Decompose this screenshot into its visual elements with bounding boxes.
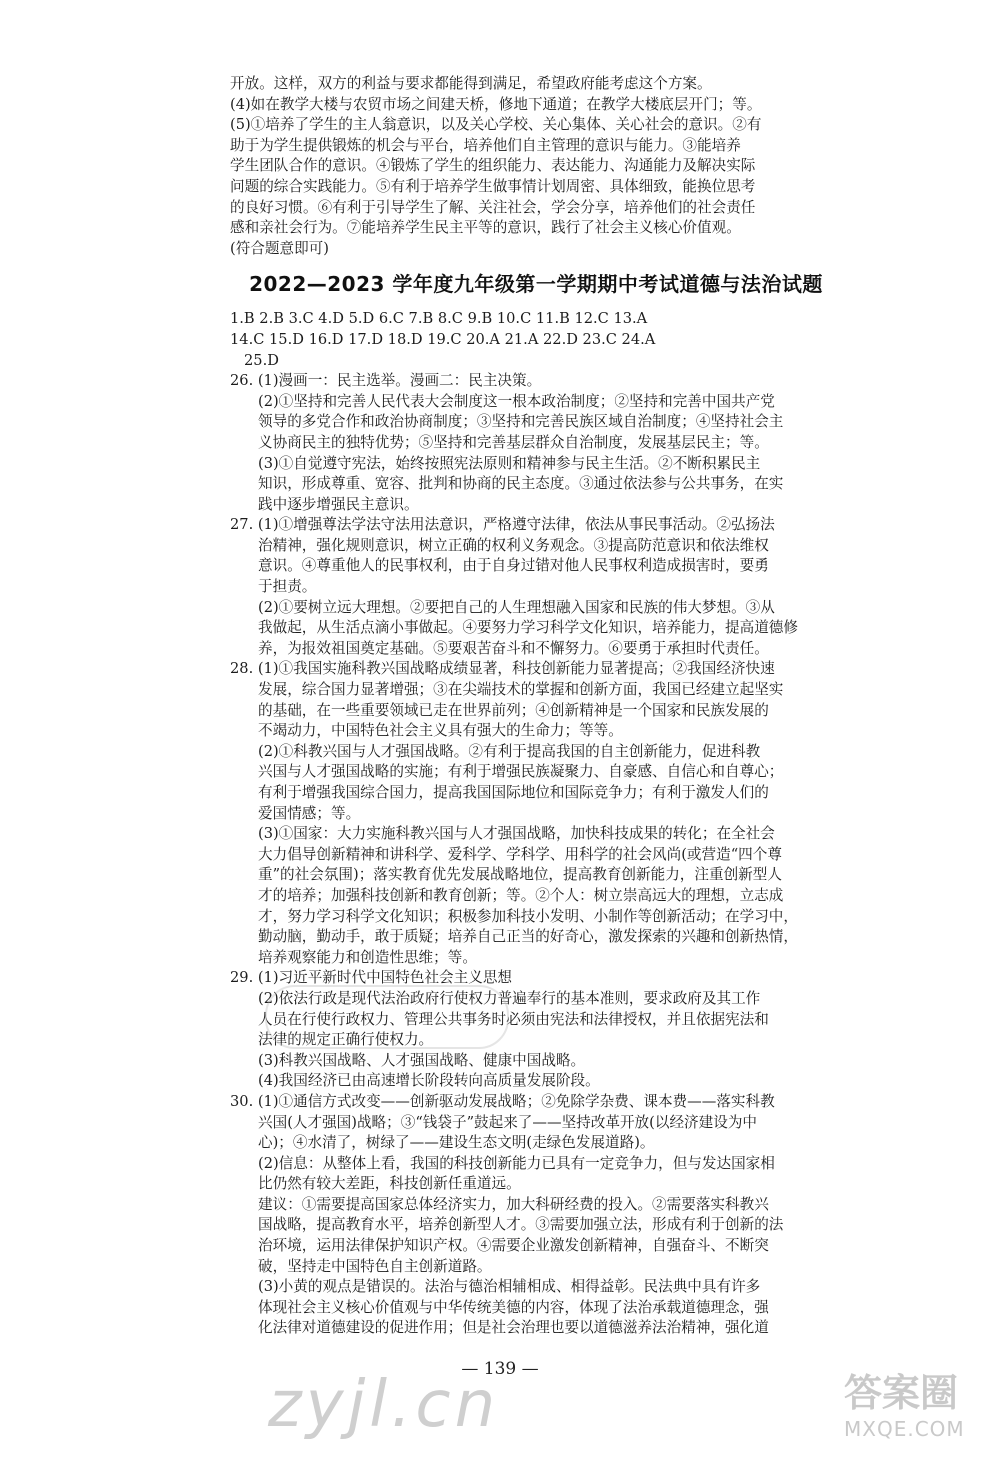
text-line: 于担责。 (258, 578, 317, 596)
page-number: — 139 — (461, 1359, 539, 1379)
text-line: 不竭动力，中国特色社会主义具有强大的生命力；等等。 (258, 722, 623, 740)
text-line: 兴国(人才强国)战略；③“钱袋子”鼓起来了——坚持改革开放(以经济建设为中 (258, 1113, 758, 1131)
watermark-logo: zyjl.cn (268, 1368, 500, 1442)
text-line: 勤动脑，勤动手，敢于质疑；培养自己正当的好奇心，激发探索的兴趣和创新热情， (258, 928, 798, 946)
text-line: (3)①自觉遵守宪法，始终按照宪法原则和精神参与民主生活。②不断积累民主 (258, 454, 761, 472)
text-line: 助于为学生提供锻炼的机会与平台，培养他们自主管理的意识与能力。③能培养 (230, 136, 741, 154)
text-line: (2)依法行政是现代法治政府行使权力普遍奉行的基本准则，要求政府及其工作 (258, 989, 761, 1007)
text-line: (3)小黄的观点是错误的。法治与德治相辅相成、相得益彰。民法典中具有许多 (258, 1278, 761, 1296)
answer-26 (230, 371, 842, 515)
text-line: 破，坚持走中国特色自主创新道路。 (258, 1257, 492, 1275)
text-line: 大力倡导创新精神和讲科学、爱科学、学科学、用科学的社会风尚(或营造“四个尊 (258, 845, 782, 863)
text-line: (3)科教兴国战略、人才强国战略、健康中国战略。 (258, 1051, 586, 1069)
text-line: (符合题意即可) (230, 239, 329, 257)
mc-answer-line: 25.D (244, 351, 279, 369)
text-line: 比仍然有较大差距，科技创新任重道远。 (258, 1175, 521, 1193)
faint-stamp-mark (265, 985, 509, 1049)
top-continuation (230, 74, 842, 259)
text-line: 培养观察能力和创造性思维；等。 (258, 948, 477, 966)
text-line: (3)①国家：大力实施科教兴国与人才强国战略，加快科技成果的转化；在全社会 (258, 825, 775, 843)
answer-27 (230, 515, 842, 659)
watermark-site-url: MXQE.COM (844, 1417, 965, 1441)
text-line: 29. (1)习近平新时代中国特色社会主义思想 (230, 969, 513, 987)
text-line: 治精神，强化规则意识，树立正确的权利义务观念。③提高防范意识和依法维权 (258, 536, 769, 554)
text-line: 我做起，从生活点滴小事做起。④要努力学习科学文化知识，培养能力，提高道德修 (258, 619, 798, 637)
text-line: 重”的社会氛围)；落实教育优先发展战略地位，提高教育创新能力，注重创新型人 (258, 866, 782, 884)
text-line: 发展，综合国力显著增强；③在尖端技术的掌握和创新方面，我国已经建立起坚实 (258, 681, 784, 699)
text-line: (4)我国经济已由高速增长阶段转向高质量发展阶段。 (258, 1072, 600, 1090)
text-line: 法律的规定正确行使权力。 (258, 1031, 434, 1049)
text-line: (2)①要树立远大理想。②要把自己的人生理想融入国家和民族的伟大梦想。③从 (258, 598, 775, 616)
text-line: 化法律对道德建设的促进作用；但是社会治理也要以道德滋养法治精神，强化道 (258, 1319, 769, 1337)
text-line: 兴国与人才强国战略的实施；有利于增强民族凝聚力、自豪感、自信心和自尊心； (258, 763, 784, 781)
text-line: 意识。④尊重他人的民事权利，由于自身过错对他人民事权利造成损害时，要勇 (258, 557, 769, 575)
text-line: 治环境，运用法律保护知识产权。④需要企业激发创新精神，自强奋斗、不断突 (258, 1237, 769, 1255)
text-line: 学生团队合作的意识。④锻炼了学生的组织能力、表达能力、沟通能力及解决实际 (230, 157, 756, 175)
text-line: 义协商民主的独特优势；⑤坚持和完善基层群众自治制度，发展基层民主；等。 (258, 433, 769, 451)
text-line: 30. (1)①通信方式改变——创新驱动发展战略；②免除学杂费、课本费——落实科教 (230, 1092, 775, 1110)
text-line: 国战略，提高教育水平，培养创新型人才。③需要加强立法，形成有利于创新的法 (258, 1216, 784, 1234)
watermark-site-name: 答案圈 (844, 1371, 959, 1415)
text-line: 领导的多党合作和政治协商制度；③坚持和完善民族区域自治制度；④坚持社会主 (258, 413, 784, 431)
mc-answer-line: 1.B 2.B 3.C 4.D 5.D 6.C 7.B 8.C 9.B 10.C 11.B 12.C 13.A (230, 310, 648, 328)
text-line: 开放。这样，双方的利益与要求都能得到满足，希望政府能考虑这个方案。 (230, 75, 712, 92)
text-line: 26. (1)漫画一：民主选举。漫画二：民主决策。 (230, 372, 542, 390)
answer-30 (230, 1092, 842, 1339)
text-line: (4)如在教学大楼与农贸市场之间建天桥，修地下通道；在教学大楼底层开门；等。 (230, 95, 762, 113)
text-line: 建议：①需要提高国家总体经济实力，加大科研经费的投入。②需要落实科教兴 (258, 1195, 769, 1213)
text-line: 的良好习惯。⑥有利于引导学生了解、关注社会，学会分享，培养他们的社会责任 (230, 198, 756, 216)
text-line: (2)①科教兴国与人才强国战略。②有利于提高我国的自主创新能力，促进科教 (258, 742, 761, 760)
text-line: 感和亲社会行为。⑦能培养学生民主平等的意识，践行了社会主义核心价值观。 (230, 219, 741, 237)
text-line: 27. (1)①增强尊法学法守法用法意识，严格遵守法律，依法从事民事活动。②弘扬法 (230, 516, 775, 534)
text-line: 爱国情感；等。 (258, 804, 361, 822)
text-line: 人员在行使行政权力、管理公共事务时必须由宪法和法律授权，并且依据宪法和 (258, 1010, 769, 1028)
section-title: 2022—2023 学年度九年级第一学期期中考试道德与法治试题 (249, 272, 823, 297)
text-line: 28. (1)①我国实施科教兴国战略成绩显著，科技创新能力显著提高；②我国经济快速 (230, 660, 775, 678)
multiple-choice-answers (230, 309, 842, 371)
watermark-site-logo (844, 1370, 994, 1456)
text-line: 的基础，在一些重要领域已走在世界前列；④创新精神是一个国家和民族发展的 (258, 701, 769, 719)
text-line: 体现社会主义核心价值观与中华传统美德的内容，体现了法治承载道德理念，强 (258, 1298, 769, 1316)
text-line: 问题的综合实践能力。⑤有利于培养学生做事情计划周密、具体细致，能换位思考 (230, 177, 756, 195)
text-column (230, 74, 842, 1339)
answer-28 (230, 659, 842, 968)
text-line: (2)①坚持和完善人民代表大会制度这一根本政治制度；②坚持和完善中国共产党 (258, 392, 775, 410)
text-line: 践中逐步增强民主意识。 (258, 495, 419, 513)
mc-answer-line: 14.C 15.D 16.D 17.D 18.D 19.C 20.A 21.A 22.D 23.C 24.A (230, 330, 656, 348)
text-line: (5)①培养了学生的主人翁意识，以及关心学校、关心集体、关心社会的意识。②有 (230, 116, 762, 134)
text-line: 有利于增强我国综合国力，提高我国国际地位和国际竞争力；有利于激发人们的 (258, 784, 769, 801)
text-line: 才，努力学习科学文化知识；积极参加科技小发明、小制作等创新活动；在学习中， (258, 907, 798, 925)
text-line: 才的培养；加强科技创新和教育创新；等。②个人：树立崇高远大的理想，立志成 (258, 886, 784, 904)
text-line: 养，为报效祖国奠定基础。⑤要艰苦奋斗和不懈努力。⑥要勇于承担时代责任。 (258, 639, 769, 657)
text-line: 心)；④水清了，树绿了——建设生态文明(走绿色发展道路)。 (258, 1134, 655, 1152)
text-line: (2)信息：从整体上看，我国的科技创新能力已具有一定竞争力，但与发达国家相 (258, 1154, 775, 1172)
text-line: 知识，形成尊重、宽容、批判和协商的民主态度。③通过依法参与公共事务，在实 (258, 475, 784, 493)
